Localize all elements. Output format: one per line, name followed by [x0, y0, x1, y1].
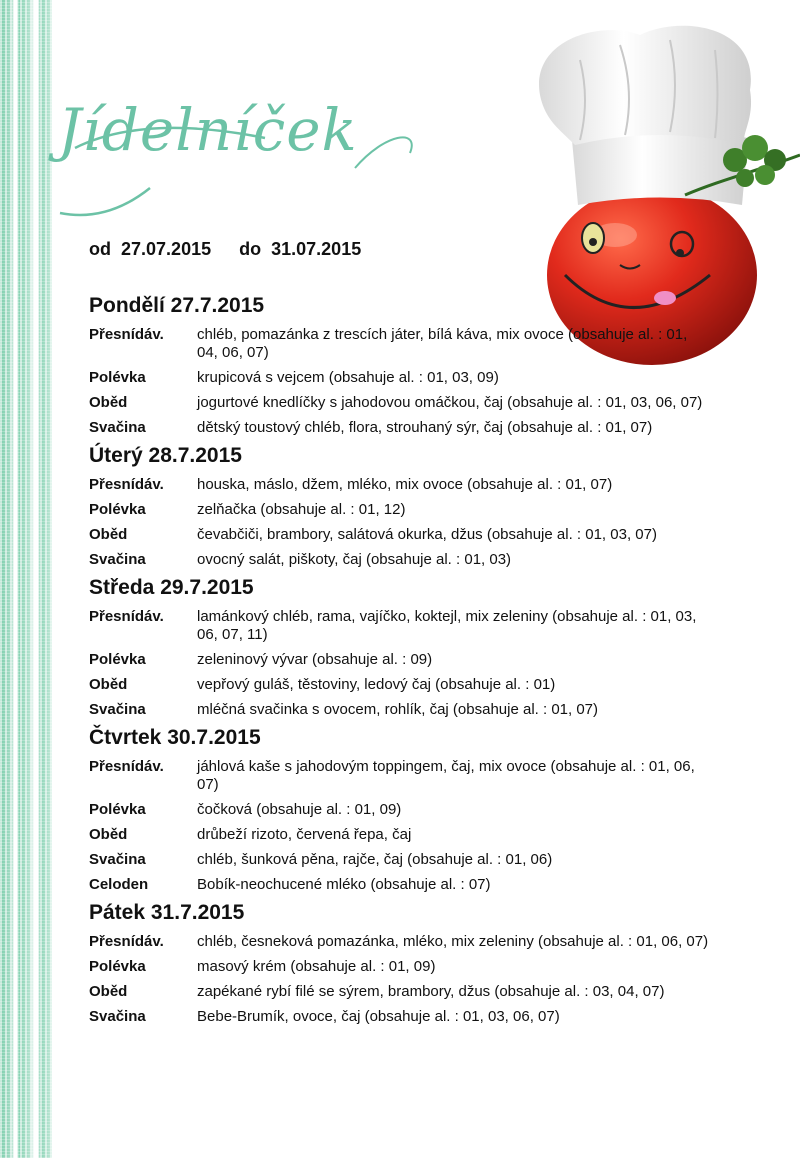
meal-text: chléb, pomazánka z trescích játer, bílá káva, mix ovoce (obsahuje al. : 01, 04, 06, 07)	[197, 326, 688, 361]
meal-text: chléb, česneková pomazánka, mléko, mix zeleniny (obsahuje al. : 01, 06, 07)	[197, 933, 709, 950]
meal-label: Přesnídáv.	[89, 758, 164, 775]
meal-row	[89, 851, 709, 869]
meal-label: Polévka	[89, 801, 146, 818]
meal-label: Svačina	[89, 851, 146, 868]
day-monday	[89, 294, 709, 437]
date-to-label: do	[239, 239, 262, 259]
meal-row	[89, 501, 709, 519]
meal-row	[89, 526, 709, 544]
meal-row	[89, 551, 709, 569]
meal-label: Oběd	[89, 983, 128, 1000]
meal-row	[89, 1008, 709, 1026]
meal-text: krupicová s vejcem (obsahuje al. : 01, 03, 09)	[197, 369, 499, 386]
meal-text: chléb, šunková pěna, rajče, čaj (obsahuje al. : 01, 06)	[197, 851, 553, 868]
meal-label: Oběd	[89, 526, 128, 543]
meal-row	[89, 651, 709, 669]
date-to: 31.07.2015	[271, 239, 362, 259]
meal-row	[89, 983, 709, 1001]
meal-label: Oběd	[89, 826, 128, 843]
meal-text: Bebe-Brumík, ovoce, čaj (obsahuje al. : 01, 03, 06, 07)	[197, 1008, 560, 1025]
meal-text: zelňačka (obsahuje al. : 01, 12)	[197, 501, 406, 518]
meal-label: Přesnídáv.	[89, 476, 164, 493]
meal-label: Přesnídáv.	[89, 933, 164, 950]
meal-row	[89, 394, 709, 412]
meal-text: drůbeží rizoto, červená řepa, čaj	[197, 826, 412, 843]
decorative-stripe-band	[0, 0, 52, 1158]
meal-row	[89, 608, 709, 644]
meal-text: jáhlová kaše s jahodovým toppingem, čaj, mix ovoce (obsahuje al. : 01, 06, 07)	[197, 758, 695, 793]
meal-text: čočková (obsahuje al. : 01, 09)	[197, 801, 402, 818]
day-friday	[89, 901, 709, 1026]
meal-label: Polévka	[89, 369, 146, 386]
day-heading: Úterý 28.7.2015	[89, 444, 242, 467]
meal-label: Přesnídáv.	[89, 608, 164, 625]
meal-label: Polévka	[89, 958, 146, 975]
meal-row	[89, 958, 709, 976]
meal-row	[89, 933, 709, 951]
day-heading: Pondělí 27.7.2015	[89, 294, 265, 317]
meal-row	[89, 326, 709, 362]
meal-label: Polévka	[89, 651, 146, 668]
day-wednesday	[89, 576, 709, 719]
meal-row	[89, 476, 709, 494]
day-heading: Pátek 31.7.2015	[89, 901, 245, 924]
meal-label: Oběd	[89, 676, 128, 693]
meal-text: houska, máslo, džem, mléko, mix ovoce (obsahuje al. : 01, 07)	[197, 476, 613, 493]
meal-row	[89, 701, 709, 719]
meal-label: Polévka	[89, 501, 146, 518]
page-title: Jídelníček	[58, 96, 358, 164]
meal-text: dětský toustový chléb, flora, strouhaný sýr, čaj (obsahuje al. : 01, 07)	[197, 419, 653, 436]
meal-label: Svačina	[89, 701, 146, 718]
day-thursday	[89, 726, 709, 894]
meal-text: mléčná svačinka s ovocem, rohlík, čaj (obsahuje al. : 01, 07)	[197, 701, 599, 718]
meal-row	[89, 826, 709, 844]
meal-label: Svačina	[89, 551, 146, 568]
meal-row	[89, 676, 709, 694]
date-range	[89, 239, 361, 260]
meal-text: zeleninový vývar (obsahuje al. : 09)	[197, 651, 433, 668]
meal-text: ovocný salát, piškoty, čaj (obsahuje al. : 01, 03)	[197, 551, 512, 568]
day-tuesday	[89, 444, 709, 569]
day-heading: Čtvrtek 30.7.2015	[89, 726, 261, 749]
meal-text: jogurtové knedlíčky s jahodovou omáčkou, čaj (obsahuje al. : 01, 03, 06, 07)	[197, 394, 703, 411]
meal-row	[89, 758, 709, 794]
meal-label: Oběd	[89, 394, 128, 411]
meal-row	[89, 876, 709, 894]
day-heading: Středa 29.7.2015	[89, 576, 254, 599]
meal-text: zapékané rybí filé se sýrem, brambory, džus (obsahuje al. : 03, 04, 07)	[197, 983, 665, 1000]
meal-text: lamánkový chléb, rama, vajíčko, koktejl, mix zeleniny (obsahuje al. : 01, 03, 06, 07, 11)	[197, 608, 697, 643]
date-from-label: od	[89, 239, 111, 259]
meal-text: masový krém (obsahuje al. : 01, 09)	[197, 958, 436, 975]
meal-text: Bobík-neochucené mléko (obsahuje al. : 07)	[197, 876, 491, 893]
meal-label: Přesnídáv.	[89, 326, 164, 343]
meal-row	[89, 801, 709, 819]
weekly-menu	[89, 294, 709, 1033]
meal-label: Svačina	[89, 419, 146, 436]
meal-label: Svačina	[89, 1008, 146, 1025]
meal-row	[89, 369, 709, 387]
meal-text: vepřový guláš, těstoviny, ledový čaj (obsahuje al. : 01)	[197, 676, 556, 693]
meal-label: Celoden	[89, 876, 149, 893]
meal-row	[89, 419, 709, 437]
date-from: 27.07.2015	[121, 239, 212, 259]
meal-text: čevabčiči, brambory, salátová okurka, džus (obsahuje al. : 01, 03, 07)	[197, 526, 657, 543]
